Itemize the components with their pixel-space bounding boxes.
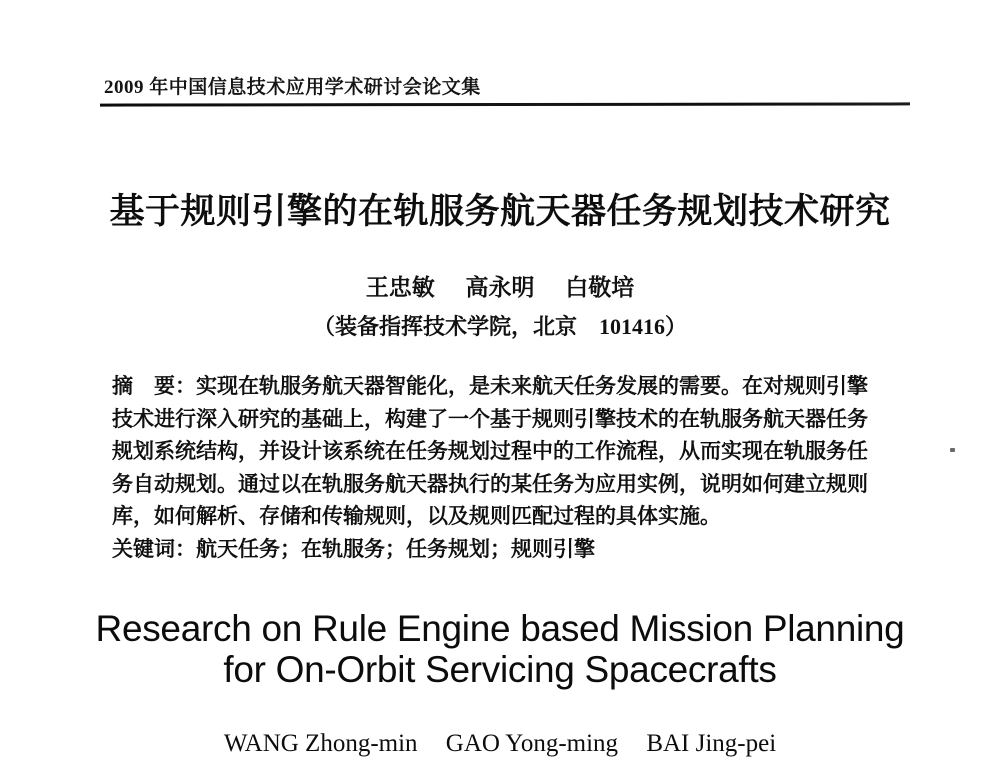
paper-title-en (0, 608, 1000, 690)
author-en-1: WANG Zhong-min (223, 730, 418, 757)
abstract-line-5: 库，如何解析、存储和传输规则，以及规则匹配过程的具体实施。 (112, 504, 721, 528)
scan-artifact-dot (950, 448, 955, 452)
author-en-3: BAI Jing-pei (646, 730, 777, 757)
header-rule (100, 102, 910, 106)
abstract-line-2: 技术进行深入研究的基础上，构建了一个基于规则引擎技术的在轨服务航天器任务 (112, 406, 868, 431)
authors-en (0, 730, 1000, 758)
paper-title-en-line2: for On-Orbit Servicing Spacecrafts (223, 649, 777, 690)
author-en-2: GAO Yong-ming (445, 730, 619, 757)
paper-title-zh: 基于规则引擎的在轨服务航天器任务规划技术研究 (109, 192, 891, 231)
proceedings-header: 2009 年中国信息技术应用学术研讨会论文集 (104, 77, 481, 98)
abstract-line-1: 摘 要：实现在轨服务航天器智能化，是未来航天任务发展的需要。在对规则引擎 (112, 374, 868, 398)
author-zh-2: 高永明 (465, 275, 535, 300)
abstract-block (112, 370, 900, 565)
affiliation: （装备指挥技术学院，北京 101416） (312, 314, 687, 339)
author-zh-3: 白敬培 (565, 275, 635, 300)
abstract-line-3: 规划系统结构，并设计该系统在任务规划过程中的工作流程，从而实现在轨服务任 (112, 439, 868, 463)
authors-zh (0, 269, 1000, 302)
author-zh-1: 王忠敏 (365, 275, 435, 300)
paper-title-en-line1: Research on Rule Engine based Mission Planning (95, 608, 905, 649)
abstract-line-4: 务自动规划。通过以在轨服务航天器执行的某任务为应用实例，说明如何建立规则 (112, 471, 868, 496)
keywords-line: 关键词：航天任务；在轨服务；任务规划；规则引擎 (112, 536, 595, 561)
